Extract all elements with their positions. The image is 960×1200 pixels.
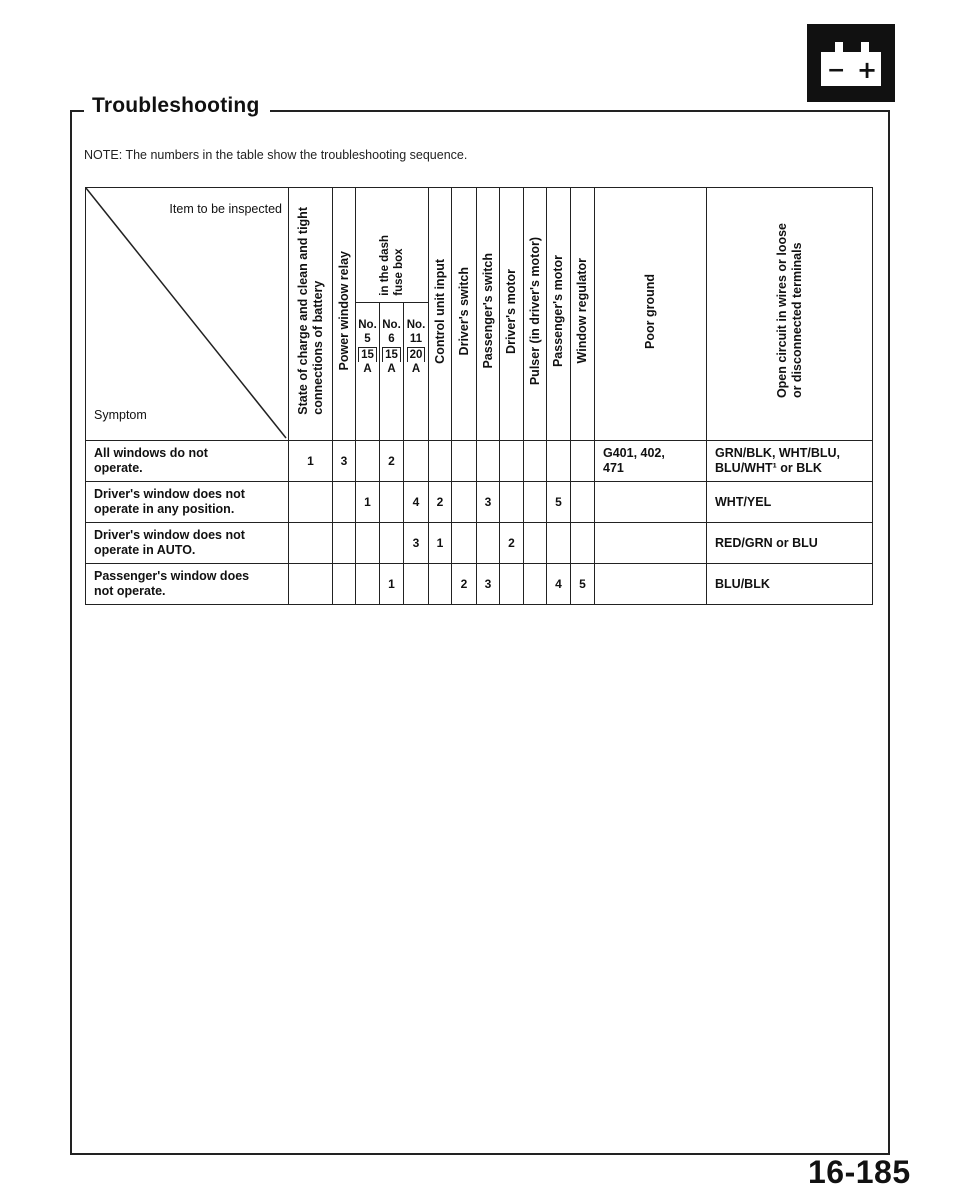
cell-ground [595,523,707,564]
cell-fuse-5 [356,441,380,482]
cell-fuse-6: 2 [380,441,404,482]
cell-dmotor [500,482,524,523]
fuse-no-label: No. [382,318,401,331]
cell-dmotor [500,441,524,482]
header-control-text: Control unit input [432,258,447,364]
cell-pmotor: 5 [547,482,571,523]
header-relay-text: Power window relay [336,251,351,371]
corner-cell [86,188,289,441]
cell-pulser [524,482,547,523]
symptom-cell [86,564,289,605]
cell-pulser [524,523,547,564]
header-pulser [524,188,547,441]
header-fuse-6 [380,303,404,441]
cell-fuse-11: 3 [404,523,429,564]
cell-pswitch [477,523,500,564]
page-number: 16-185 [808,1154,911,1190]
cell-pmotor [547,523,571,564]
cell-open-circuit [707,564,873,605]
cell-pswitch: 3 [477,482,500,523]
table-row [86,564,873,605]
open-circuit-text: WHT/YEL [715,494,772,509]
cell-dswitch [452,482,477,523]
cell-control [429,441,452,482]
header-open-circuit-text: Open circuit in wires or loose or disconnected terminals [774,223,804,399]
cell-pmotor: 4 [547,564,571,605]
cell-battery [289,482,333,523]
cell-fuse-6: 1 [380,564,404,605]
cell-fuse-11: 4 [404,482,429,523]
table-row [86,523,873,564]
header-regulator [571,188,595,441]
fuse-amp: 15 [382,347,401,362]
cell-dswitch [452,441,477,482]
cell-dswitch: 2 [452,564,477,605]
plus-icon: + [857,56,878,84]
fuse-amp-unit: A [387,362,396,375]
header-open-circuit [707,188,873,441]
corner-diagonal [86,188,288,440]
cell-battery [289,523,333,564]
header-pswitch [477,188,500,441]
cell-dswitch [452,523,477,564]
page-title: Troubleshooting [92,94,260,117]
header-dswitch [452,188,477,441]
header-fuse-11 [404,303,429,441]
symptom-cell [86,482,289,523]
ground-text [595,540,706,546]
cell-regulator [571,482,595,523]
cell-fuse-6 [380,482,404,523]
header-control [429,188,452,441]
cell-regulator [571,441,595,482]
cell-ground [595,482,707,523]
cell-relay [333,482,356,523]
symptom-text: Driver's window does not operate in AUTO. [94,528,245,557]
note-text: NOTE: The numbers in the table show the troubleshooting sequence. [84,148,468,162]
cell-fuse-5: 1 [356,482,380,523]
cell-fuse-6 [380,523,404,564]
symptom-cell [86,441,289,482]
ground-text: G401, 402, 471 [603,446,665,475]
cell-control: 2 [429,482,452,523]
cell-relay [333,564,356,605]
cell-dmotor: 2 [500,523,524,564]
header-ground-text: Poor ground [643,273,657,349]
battery-icon [807,24,895,102]
fuse-amp-unit: A [411,362,421,375]
cell-relay [333,523,356,564]
cell-pulser [524,441,547,482]
cell-pmotor [547,441,571,482]
fuse-amp: 15 [358,347,377,362]
header-pmotor-text: Passenger's motor [551,254,565,368]
header-fuse-group-text: in the dash fuse box [379,235,405,296]
header-battery-text: State of charge and clean and tight connections of battery [295,207,325,415]
cell-control: 1 [429,523,452,564]
cell-pulser [524,564,547,605]
symptom-label: Symptom [94,408,147,422]
header-battery [289,188,333,441]
fuse-no-label: No. [358,318,377,331]
cell-control [429,564,452,605]
cell-fuse-11 [404,441,429,482]
fuse-no-label: No. [406,318,426,331]
open-circuit-text: BLU/BLK [715,576,770,591]
fuse-number: 6 [388,332,395,345]
cell-ground [595,441,707,482]
cell-battery: 1 [289,441,333,482]
troubleshooting-table-wrap [85,187,873,605]
cell-battery [289,564,333,605]
item-to-be-inspected-label: Item to be inspected [169,202,282,216]
table-row [86,441,873,482]
cell-open-circuit [707,482,873,523]
cell-pswitch [477,441,500,482]
cell-pswitch: 3 [477,564,500,605]
cell-relay: 3 [333,441,356,482]
symptom-text: All windows do not operate. [94,446,208,475]
header-dmotor [500,188,524,441]
cell-fuse-11 [404,564,429,605]
header-ground [595,188,707,441]
header-pulser-text: Pulser (in driver's motor) [527,236,542,386]
header-pmotor [547,188,571,441]
cell-dmotor [500,564,524,605]
ground-text [595,581,706,587]
cell-fuse-5 [356,523,380,564]
fuse-number: 5 [364,332,371,345]
cell-ground [595,564,707,605]
symptom-text: Driver's window does not operate in any position. [94,487,245,516]
header-relay [333,188,356,441]
symptom-cell [86,523,289,564]
fuse-amp: 20 [407,347,426,362]
symptom-text: Passenger's window does not operate. [94,569,250,598]
header-pswitch-text: Passenger's switch [480,253,495,369]
fuse-number: 11 [409,332,423,345]
header-regulator-text: Window regulator [575,258,589,364]
cell-fuse-5 [356,564,380,605]
cell-open-circuit [707,523,873,564]
open-circuit-text: RED/GRN or BLU [715,535,818,550]
minus-icon: − [827,58,846,83]
ground-text [595,499,706,505]
header-dswitch-text: Driver's switch [456,266,471,356]
cell-open-circuit [707,441,873,482]
header-dmotor-text: Driver's motor [504,268,518,354]
header-fuse-5 [356,303,380,441]
fuse-amp-unit: A [363,362,372,375]
cell-regulator: 5 [571,564,595,605]
troubleshooting-table [85,187,873,605]
header-fuse-group [356,188,429,303]
open-circuit-text: GRN/BLK, WHT/BLU, BLU/WHT¹ or BLK [715,446,840,475]
table-row [86,482,873,523]
cell-regulator [571,523,595,564]
